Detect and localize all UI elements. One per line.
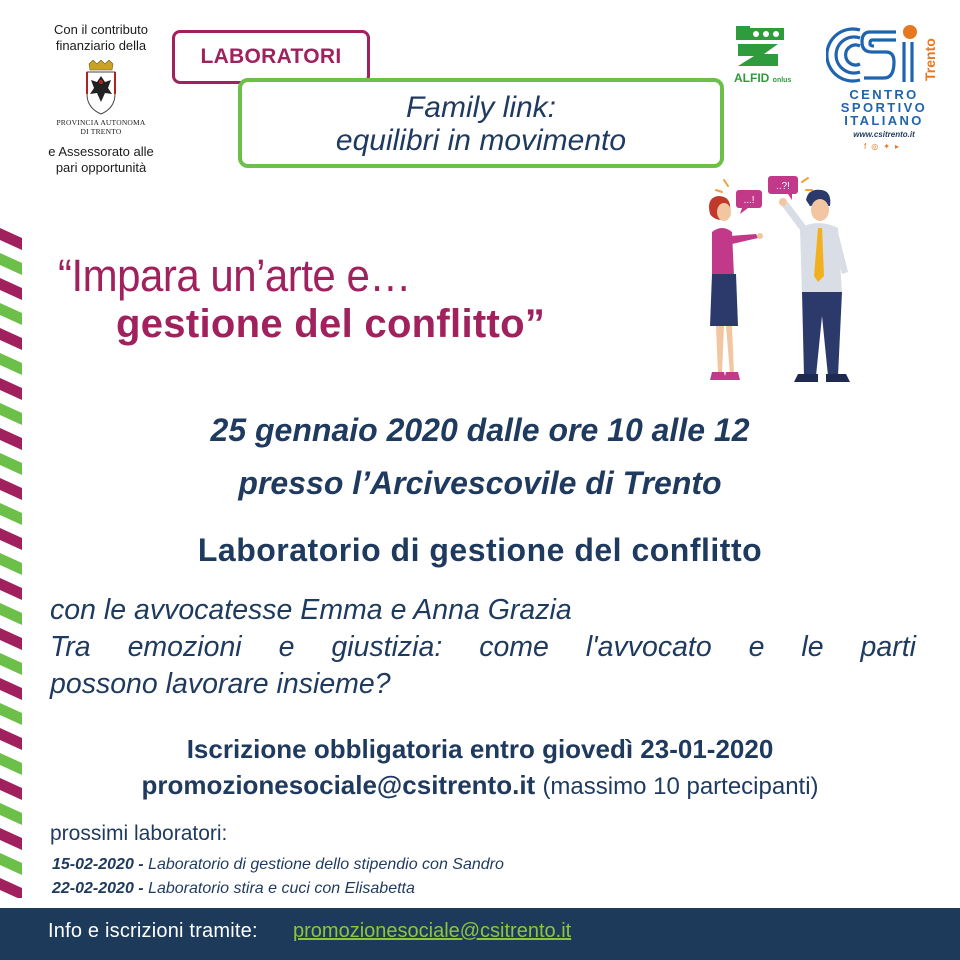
province-crest-icon: [81, 60, 121, 116]
stripe-chevron: [0, 328, 22, 350]
argument-illustration: [682, 176, 882, 396]
stripe-chevron: [0, 653, 22, 675]
instagram-icon: ◎: [871, 142, 884, 151]
csi-city: Trento: [922, 38, 938, 82]
registration-note: (massimo 10 partecipanti): [542, 773, 819, 800]
contributor-line3: e Assessorato alle: [48, 144, 154, 159]
program-title-line2: equilibri in movimento: [335, 124, 627, 157]
speech-bubble-right-icon: [768, 176, 798, 200]
stripe-chevron: [0, 578, 22, 600]
province-name-line1: PROVINCIA AUTONOMA: [56, 118, 146, 127]
registration-contact: [0, 770, 960, 801]
man-figure-icon: [779, 190, 850, 382]
alfid-logo: [734, 24, 802, 88]
footer-label: Info e iscrizioni tramite:: [48, 920, 258, 942]
csi-logo: [826, 24, 946, 159]
upcoming-item: [52, 880, 415, 898]
event-title: Laboratorio di gestione del conflitto: [197, 532, 763, 568]
program-title-line1: Family link:: [405, 91, 556, 124]
stripe-chevron: [0, 628, 22, 650]
registration-email-link[interactable]: promozionesociale@csitrento.it: [141, 770, 536, 800]
program-title-box: [238, 78, 724, 168]
upcoming-item-date: 22-02-2020 -: [52, 880, 144, 897]
csi-url: www.csitrento.it: [853, 130, 915, 139]
upcoming-item-text: Laboratorio di gestione dello stipendio con Sandro: [148, 856, 504, 873]
bubble-left-text: ...!: [743, 195, 755, 206]
event-description-line2: Tra emozioni e giustizia: come l'avvocato e le parti: [50, 631, 916, 663]
stripe-chevron: [0, 678, 22, 700]
upcoming-title: prossimi laboratori:: [50, 822, 228, 845]
bubble-right-text: ..?!: [776, 181, 790, 192]
stripe-chevron: [0, 303, 22, 325]
stripe-chevron: [0, 853, 22, 875]
province-name-line2: DI TRENTO: [80, 127, 122, 136]
stripe-chevron: [0, 503, 22, 525]
stripe-chevron: [0, 353, 22, 375]
stripe-chevron: [0, 378, 22, 400]
headline-line2: gestione del conflitto”: [116, 302, 546, 346]
alfid-label: [734, 71, 802, 85]
stripe-chevron: [0, 278, 22, 300]
youtube-icon: ▸: [894, 142, 904, 151]
event-date: 25 gennaio 2020 dalle ore 10 alle 12: [210, 412, 750, 448]
social-icons: [830, 142, 938, 151]
alfid-suffix: onlus: [772, 77, 792, 84]
facebook-icon: f: [864, 142, 872, 151]
stripe-chevron: [0, 828, 22, 850]
stripe-chevron: [0, 878, 22, 898]
contributor-line2: finanziario della: [55, 38, 147, 53]
alfid-mark-icon: [734, 24, 802, 70]
csi-mark-icon: [826, 24, 922, 86]
speech-bubble-left-icon: [736, 190, 762, 214]
woman-figure-icon: [709, 196, 763, 380]
upcoming-item-text: Laboratorio stira e cuci con Elisabetta: [148, 880, 415, 897]
stripe-chevron: [0, 703, 22, 725]
stripe-chevron: [0, 803, 22, 825]
csi-name: [830, 88, 938, 127]
stripe-chevron: [0, 228, 22, 250]
event-description-line3: possono lavorare insieme?: [50, 668, 391, 700]
upcoming-item-date: 15-02-2020 -: [52, 856, 144, 873]
contributor-block: [16, 22, 186, 176]
laboratori-tag: [172, 30, 370, 84]
event-place: presso l’Arcivescovile di Trento: [238, 465, 722, 501]
headline-line1: “Impara un’arte e…: [58, 250, 411, 301]
event-description-line1: con le avvocatesse Emma e Anna Grazia: [50, 594, 572, 626]
contributor-line1: Con il contributo: [54, 22, 148, 37]
csi-name-line1: CENTRO: [849, 87, 919, 102]
registration-deadline: Iscrizione obbligatoria entro giovedì 23-01-2020: [186, 734, 774, 764]
event-description: [50, 592, 916, 703]
stripe-chevron: [0, 603, 22, 625]
footer-email-link[interactable]: promozionesociale@csitrento.it: [293, 920, 572, 942]
csi-name-line3: ITALIANO: [844, 113, 924, 128]
footer-bar: [0, 908, 960, 960]
twitter-icon: ✦: [883, 142, 895, 151]
csi-name-line2: SPORTIVO: [840, 100, 928, 115]
contributor-line4: pari opportunità: [55, 160, 147, 175]
stripe-chevron: [0, 253, 22, 275]
alfid-name: ALFID: [734, 71, 770, 85]
upcoming-item: [52, 856, 504, 874]
laboratori-tag-label: LABORATORI: [200, 45, 342, 68]
